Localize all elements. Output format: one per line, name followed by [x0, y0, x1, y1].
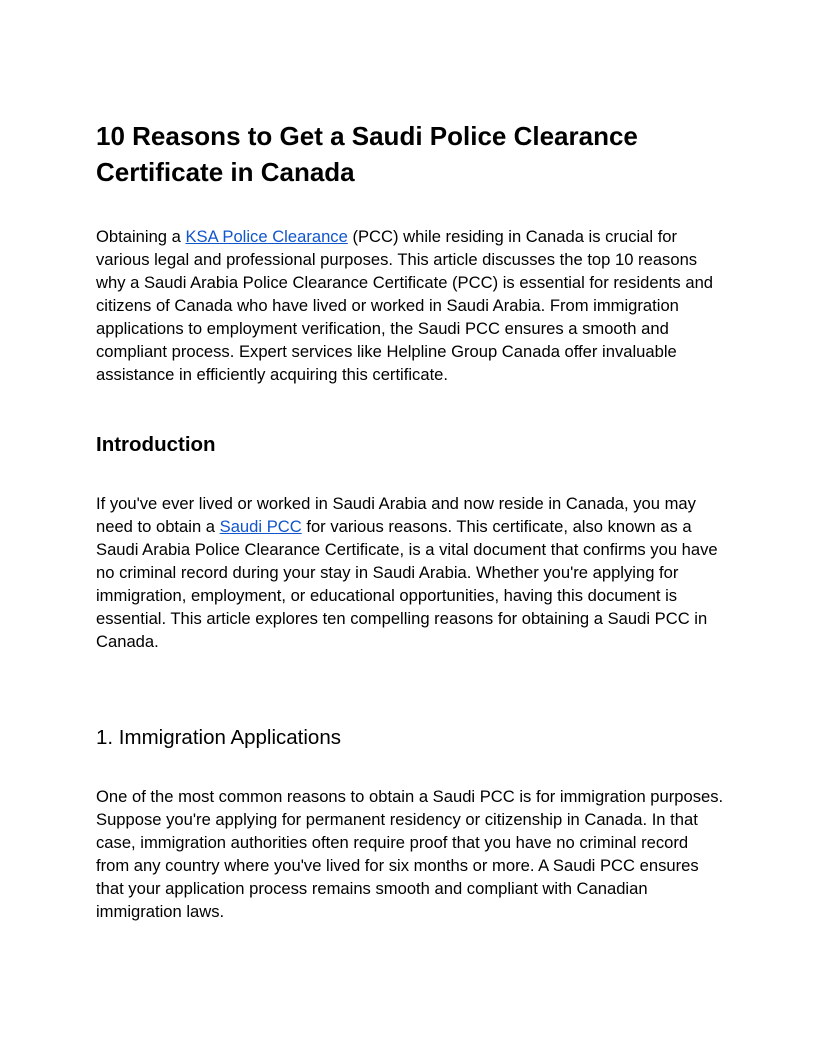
intro-text-after-link: (PCC) while residing in Canada is crucial for various legal and professional purposes. This article discusses the top 10 reasons why a Saudi Arabia Police Clearance Certificate (PCC) is essential for residents and citizens of Canada who have lived or worked in Saudi Arabia. From immigration applications to employment verification, the Saudi PCC ensures a smooth and compliant process. Expert services like Helpline Group Canada offer invaluable assistance in efficiently acquiring this certificate.: [96, 227, 714, 384]
introduction-text-after-link: for various reasons. This certificate, also known as a Saudi Arabia Police Clearance Certificate, is a vital document that confirms you have no criminal record during your stay in Saudi Arabia. Whether you're applying for immigration, employment, or educational opportunities, having this document is essential. This article explores ten compelling reasons for obtaining a Saudi PCC in Canada.: [96, 517, 718, 651]
ksa-police-clearance-link[interactable]: KSA Police Clearance: [185, 227, 348, 246]
document-page: [96, 118, 724, 923]
page-title: 10 Reasons to Get a Saudi Police Clearance Certificate in Canada: [96, 121, 638, 187]
introduction-heading: Introduction: [96, 433, 216, 456]
section-1-heading: 1. Immigration Applications: [96, 726, 341, 749]
intro-paragraph: [96, 225, 724, 386]
intro-text-before-link: Obtaining a: [96, 227, 186, 246]
introduction-paragraph: [96, 492, 724, 653]
introduction-text-before-link: If you've ever lived or worked in Saudi Arabia and now reside in Canada, you may need to obtain a: [96, 494, 696, 536]
saudi-pcc-link[interactable]: Saudi PCC: [219, 517, 302, 536]
section-1-paragraph: One of the most common reasons to obtain a Saudi PCC is for immigration purposes. Suppose you're applying for permanent residency or citizenship in Canada. In that case, immigration authorities often require proof that you have no criminal record from any country where you've lived for six months or more. A Saudi PCC ensures that your application process remains smooth and compliant with Canadian immigration laws.: [96, 787, 724, 921]
